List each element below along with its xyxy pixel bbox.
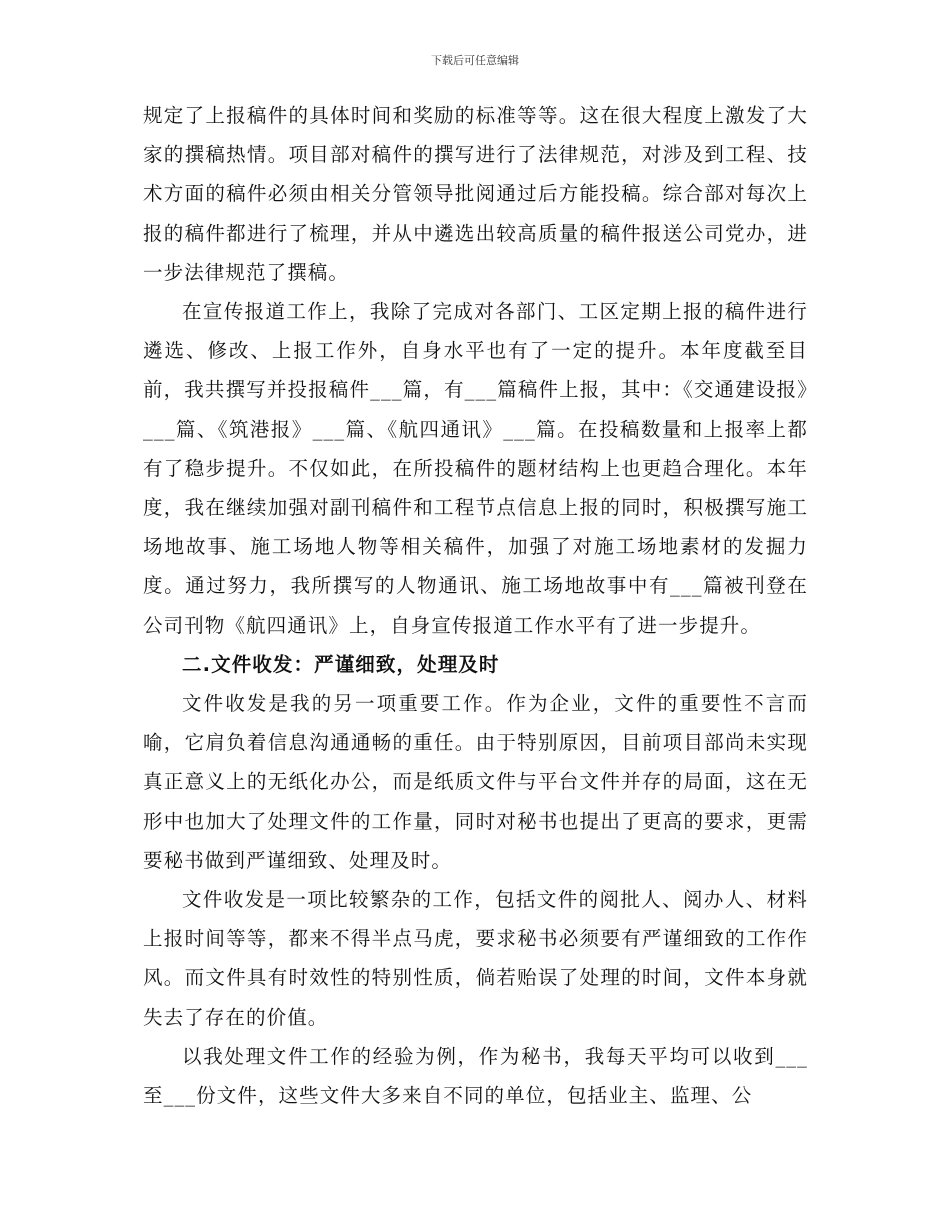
page-header: 下载后可任意编辑 — [431, 54, 519, 67]
paragraph-experience: 以我处理文件工作的经验为例，作为秘书，我每天平均可以收到___至___份文件，这些文件大多来自不同的单位，包括业主、监理、公 — [143, 1044, 808, 1108]
paragraph-file-complexity: 文件收发是一项比较繁杂的工作，包括文件的阅批人、阅办人、材料上报时间等等，都来不得半点马虎，要求秘书必须要有严谨细致的工作作风。而文件具有时效性的特别性质，倘若贻误了处理的时间，文件本身就失去了存在的价值。 — [143, 888, 808, 1029]
section-heading: 二.文件收发：严谨细致，处理及时 — [182, 652, 500, 676]
paragraph-file-handling: 文件收发是我的另一项重要工作。作为企业，文件的重要性不言而喻，它肩负着信息沟通通畅的重任。由于特别原因，目前项目部尚未实现真正意义上的无纸化办公，而是纸质文件与平台文件并存的局面，这在无形中也加大了处理文件的工作量，同时对秘书也提出了更高的要求，更需要秘书做到严谨细致、处理及时。 — [143, 692, 808, 872]
document-body — [143, 96, 808, 1115]
paragraph-continued: 规定了上报稿件的具体时间和奖励的标准等等。这在很大程度上激发了大家的撰稿热情。项目部对稿件的撰写进行了法律规范，对涉及到工程、技术方面的稿件必须由相关分管领导批阅通过后方能投稿。综合部对每次上报的稿件都进行了梳理，并从中遴选出较高质量的稿件报送公司党办，进一步法律规范了撰稿。 — [143, 104, 808, 284]
paragraph-publicity: 在宣传报道工作上，我除了完成对各部门、工区定期上报的稿件进行遴选、修改、上报工作外，自身水平也有了一定的提升。本年度截至目前，我共撰写并投报稿件___篇，有___篇稿件上报，其中：《交通建设报》___篇、《筑港报》___篇、《航四通讯》___篇。在投稿数量和上报率上都有了稳步提升。不仅如此，在所投稿件的题材结构上也更趋合理化。本年度，我在继续加强对副刊稿件和工程节点信息上报的同时，积极撰写施工场地故事、施工场地人物等相关稿件，加强了对施工场地素材的发掘力度。通过努力，我所撰写的人物通讯、施工场地故事中有___篇被刊登在公司刊物《航四通讯》上，自身宣传报道工作水平有了进一步提升。 — [143, 300, 808, 637]
